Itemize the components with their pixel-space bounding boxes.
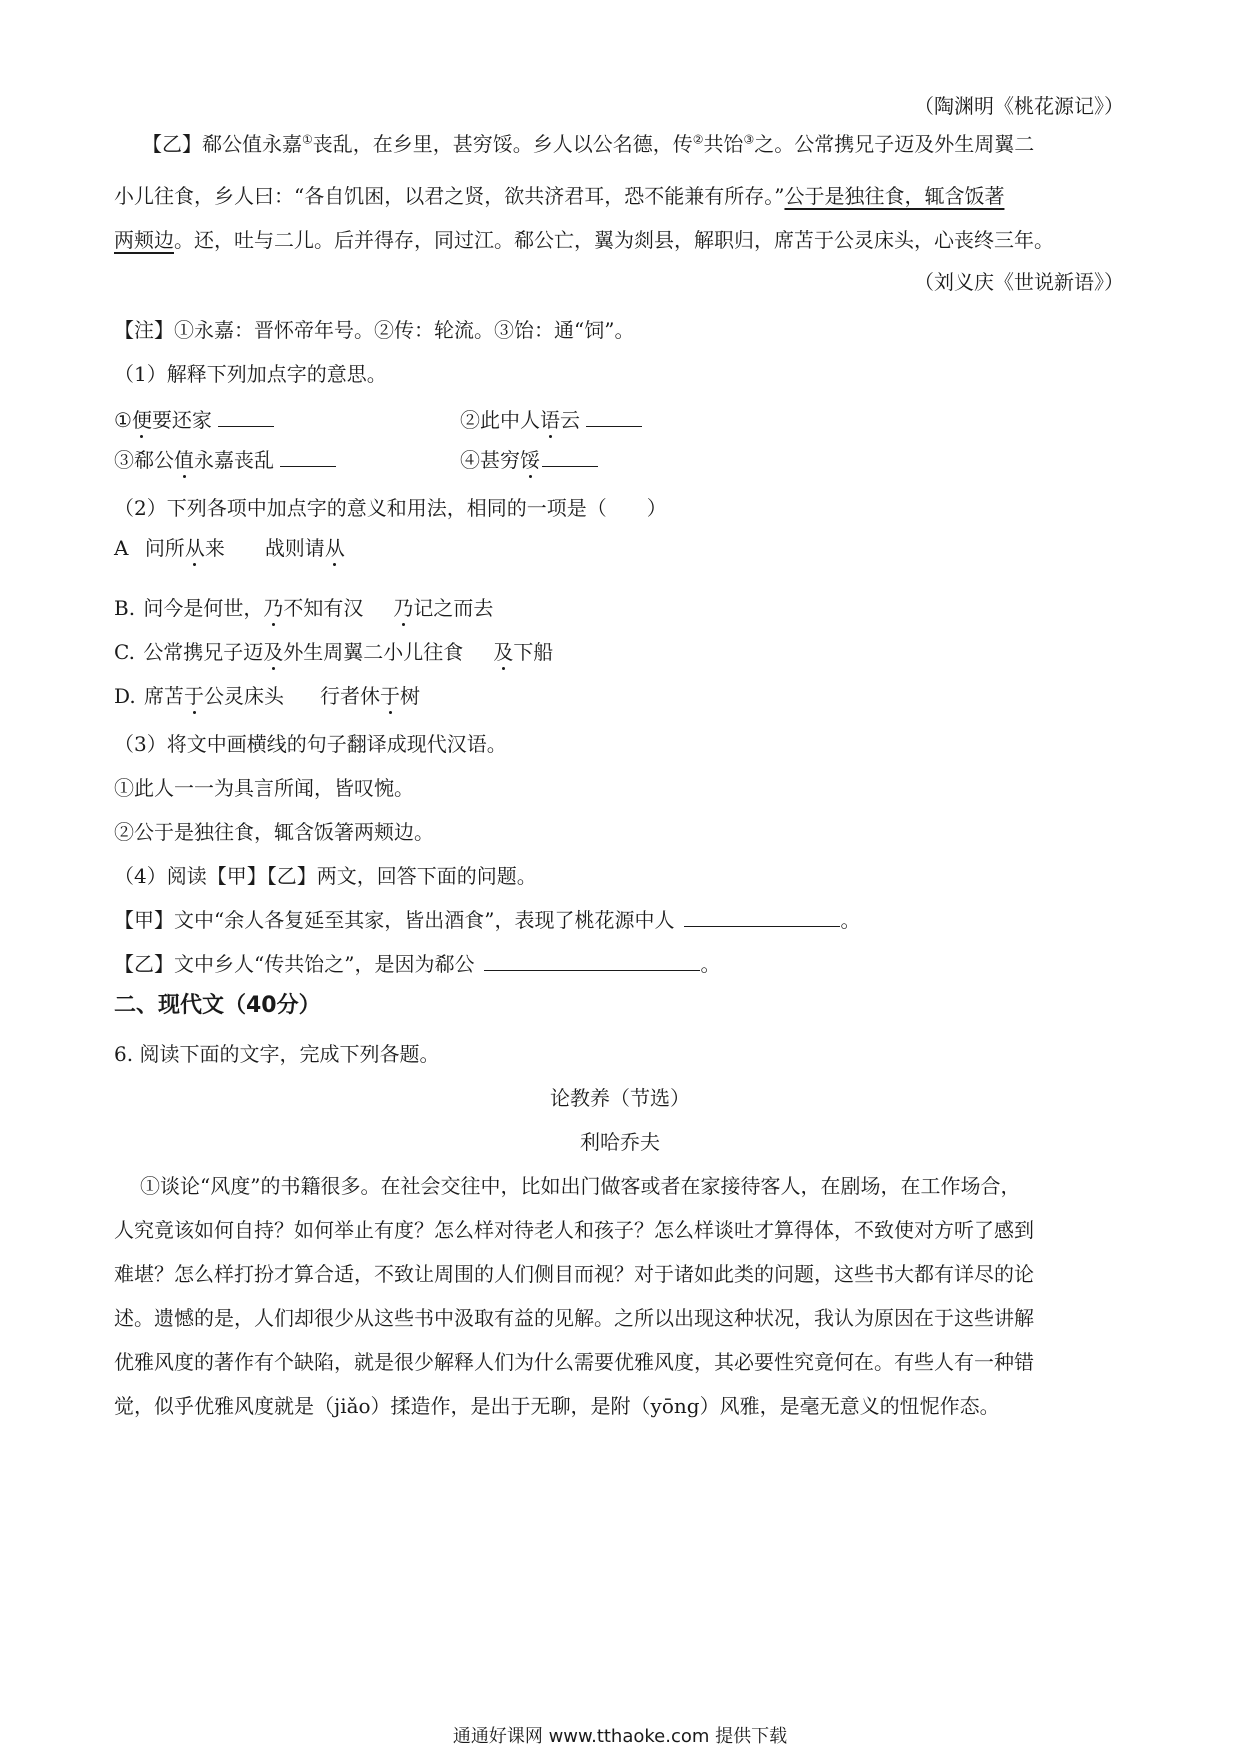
option-label: C.: [114, 640, 135, 664]
q1-item-4: ④甚穷馁: [460, 446, 598, 474]
dotted-char: 乃: [263, 596, 284, 620]
answer-blank[interactable]: [586, 408, 642, 427]
underlined-sentence: 两颊边: [114, 228, 174, 252]
q4-item-a: 【甲】文中“余人各复延至其家，皆出酒食”，表现了桃花源中人 。: [114, 908, 861, 932]
option-label: B.: [114, 596, 136, 620]
q4-prompt: （4）阅读【甲】【乙】两文，回答下面的问题。: [114, 864, 537, 888]
answer-blank[interactable]: [484, 952, 700, 971]
article-paragraph-line: 述。遗憾的是，人们却很少从这些书中汲取有益的见解。之所以出现这种状况，我认为原因在于这些讲解: [114, 1306, 1034, 1330]
footnote-marker: ①: [302, 132, 313, 147]
dotted-char: 及: [263, 640, 284, 664]
dotted-char: 于: [380, 684, 401, 708]
footnote-marker: ③: [743, 132, 755, 147]
dotted-char: 从: [324, 536, 345, 560]
q1-item-2: ②此中人语云: [460, 406, 642, 434]
article-paragraph-line: 人究竟该如何自持？如何举止有度？怎么样对待老人和孩子？怎么样谈吐才算得体，不致使对方听了感到: [114, 1218, 1034, 1242]
q2-option-c[interactable]: C. 公常携兄子迈及外生周翼二小儿往食 及下船: [114, 640, 554, 664]
option-label: D.: [114, 684, 136, 708]
article-title: 论教养（节选）: [550, 1086, 690, 1110]
answer-blank[interactable]: [280, 448, 336, 467]
q4-item-b: 【乙】文中乡人“传共饴之”，是因为郗公 。: [114, 952, 721, 976]
answer-blank[interactable]: [218, 408, 274, 427]
dotted-char: 及: [493, 640, 514, 664]
section-heading: 二、现代文（40分）: [114, 993, 321, 1018]
q2-option-d[interactable]: D. 席苫于公灵床头 行者休于树: [114, 684, 421, 708]
q6-prompt: 6. 阅读下面的文字，完成下列各题。: [114, 1042, 440, 1066]
source-citation-a: （陶渊明《桃花源记》）: [914, 94, 1124, 118]
passage-b-line-2: 小儿往食，乡人曰：“各自饥困，以君之贤，欲共济君耳，恐不能兼有所存。”公于是独往食，辄含饭著: [114, 184, 1005, 208]
answer-blank[interactable]: [684, 908, 840, 927]
article-paragraph-line: 难堪？怎么样打扮才算合适，不致让周围的人们侧目而视？对于诸如此类的问题，这些书大都有详尽的论: [114, 1262, 1034, 1286]
article-paragraph-line: ①谈论“风度”的书籍很多。在社会交往中，比如出门做客或者在家接待客人，在剧场，在工作场合，: [140, 1174, 1021, 1198]
dotted-char: 乃: [393, 596, 414, 620]
article-paragraph-line: 觉，似乎优雅风度就是（jiǎo）揉造作，是出于无聊，是附（yōng）风雅，是毫无意义的忸怩作态。: [114, 1394, 1000, 1418]
q3-sentence-1: ①此人一一为具言所闻，皆叹惋。: [114, 776, 414, 800]
dotted-char: 语: [540, 408, 560, 432]
passage-b-line-3: 两颊边。还，吐与二儿。后并得存，同过江。郗公亡，翼为剡县，解职归，席苫于公灵床头，心丧终三年。: [114, 228, 1054, 252]
dotted-char: 馁: [520, 448, 540, 472]
passage-b-line-1: 【乙】郗公值永嘉①丧乱，在乡里，甚穷馁。乡人以公名德，传②共饴③之。公常携兄子迈及外生周翼二: [142, 132, 1035, 156]
footnote: 【注】①永嘉：晋怀帝年号。②传：轮流。③饴：通“饲”。: [114, 318, 635, 342]
dotted-char: 值: [174, 448, 194, 472]
q3-prompt: （3）将文中画横线的句子翻译成现代汉语。: [114, 732, 507, 756]
option-label: A: [114, 536, 129, 560]
q2-option-b[interactable]: B. 问今是何世，乃不知有汉 乃记之而去: [114, 596, 494, 620]
q1-item-1: ①便要还家: [114, 406, 274, 434]
dotted-char: 便: [131, 408, 152, 432]
dotted-char: 于: [184, 684, 205, 708]
footnote-marker: ②: [692, 132, 704, 147]
q1-prompt: （1）解释下列加点字的意思。: [114, 362, 387, 386]
article-author: 利哈乔夫: [580, 1130, 660, 1154]
underlined-sentence: 公于是独往食，辄含饭著: [784, 184, 1005, 208]
source-citation-b: （刘义庆《世说新语》）: [914, 270, 1124, 294]
answer-blank[interactable]: [542, 448, 598, 467]
page-footer: 通通好课网 www.tthaoke.com 提供下载: [452, 1726, 788, 1747]
article-paragraph-line: 优雅风度的著作有个缺陷，就是很少解释人们为什么需要优雅风度，其必要性究竟何在。有些人有一种错: [114, 1350, 1034, 1374]
q3-sentence-2: ②公于是独往食，辄含饭箸两颊边。: [114, 820, 434, 844]
q1-item-3: ③郗公值永嘉丧乱: [114, 446, 336, 474]
q2-prompt: （2）下列各项中加点字的意义和用法，相同的一项是（ ）: [114, 496, 667, 520]
dotted-char: 从: [184, 536, 205, 560]
q2-option-a[interactable]: A 问所从来 战则请从: [114, 536, 345, 560]
